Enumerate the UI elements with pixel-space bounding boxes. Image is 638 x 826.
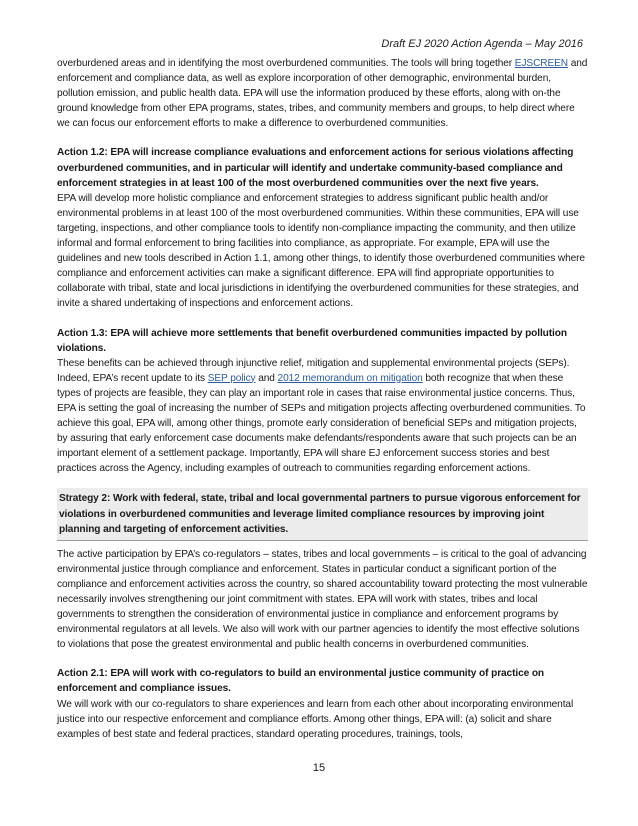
strategy-2-body: The active participation by EPA’s co-regulators – states, tribes and local governments – is critical to the goal of advancing environmental justice through compliance and enforcement. States in particular conduct a significant portion of the compliance and enforcement activities across the country, so shared accountability toward protecting the most vulnerable necessarily involves strengthening our joint commitment with states. EPA will work with states, tribes and local governments to strengthen the consideration of environmental justice in compliance and enforcement programs by environmental regulators at all levels. We also will work with our partner agencies to identify the most effective solutions to violations that pose the greatest environmental and public health concerns in overburdened communities. [57,548,588,651]
page-body [57,56,588,742]
intro-paragraph [57,56,588,131]
strategy-2-heading: Strategy 2: Work with federal, state, tribal and local governmental partners to pursue vigorous enforcement for violations in overburdened communities and leverage limited compliance resources by improving joint planning and targeting of enforcement activities. [57,488,588,540]
sep-policy-link[interactable]: SEP policy [207,372,256,384]
intro-text-2: and enforcement and compliance data, as well as explore incorporation of other demographic, environmental burden, pollution emission, and public health data. EPA will use the information produced by these efforts, along with on-the ground knowledge from other EPA programs, states, tribes, and community members and groups, to help direct where we can focus our enforcement efforts to make a difference to overburdened communities. [57,58,588,130]
action-1-2-body: EPA will develop more holistic compliance and enforcement strategies to address significant public health and/or environmental problems in at least 100 of the most overburdened communities. Within these communities, EPA will use targeting, inspections, and other compliance tools to identify non-compliance impacting the community, and then utilize informal and formal enforcement to bring facilities into compliance, as appropriate. For example, EPA will use the guidelines and new tools described in Action 1.1, among other things, to identify those overburdened communities where compliance and enforcement activities can make a significant difference. EPA will find appropriate opportunities to collaborate with tribal, state and local jurisdictions in identifying the overburdened communities for these strategies, and invite a shared undertaking of inspections and enforcement actions. [57,192,585,310]
action-2-1-body: We will work with our co-regulators to share experiences and learn from each other about incorporating environmental justice into our respective enforcement and compliance efforts. Among other things, EPA will: (a) solicit and share examples of best state and federal practices, standard operating procedures, trainings, tools, [57,698,574,740]
action-1-3-text-2: and [255,372,278,384]
action-1-3-text-1: These benefits can be achieved through injunctive relief, mitigation and supplemental environmental projects (SEPs). Indeed, EPA’s recent update to its [57,357,570,384]
running-header: Draft EJ 2020 Action Agenda – May 2016 [381,38,583,50]
action-1-3-heading: Action 1.3: EPA will achieve more settlements that benefit overburdened communities impacted by pollution violations. [57,327,567,354]
action-2-1-heading: Action 2.1: EPA will work with co-regulators to build an environmental justice community of practice on enforcement and compliance issues. [57,668,545,695]
ejscreen-link[interactable]: EJSCREEN [514,58,569,69]
action-1-3-text-3: both recognize that when these types of projects are feasible, they can play an important role in cases that raise environmental justice concerns. Thus, EPA is setting the goal of increasing the number of SEPs and mitigation projects affecting overburdened communities. To achieve this goal, EPA will, among other things, promote early consideration of beneficial SEPs and mitigation projects, by assuring that early enforcement case documents make defendants/respondents aware that such projects can be an important element of a settlement package. Importantly, EPA will share EJ enforcement success stories and best practices across the Agency, including examples of outreach to communities regarding enforcement actions. [57,372,586,475]
action-1-2-heading: Action 1.2: EPA will increase compliance evaluations and enforcement actions for serious violations affecting overburdened communities, and in particular will identify and undertake community-based compliance and enforcement strategies in at least 100 of the most overburdened communities over the next five years. [57,147,574,189]
mitigation-memo-link[interactable]: 2012 memorandum on mitigation [277,372,423,384]
page-number: 15 [312,762,326,774]
action-1-3-body [57,356,588,477]
intro-text-1: overburdened areas and in identifying the most overburdened communities. The tools will bring together [57,58,515,69]
